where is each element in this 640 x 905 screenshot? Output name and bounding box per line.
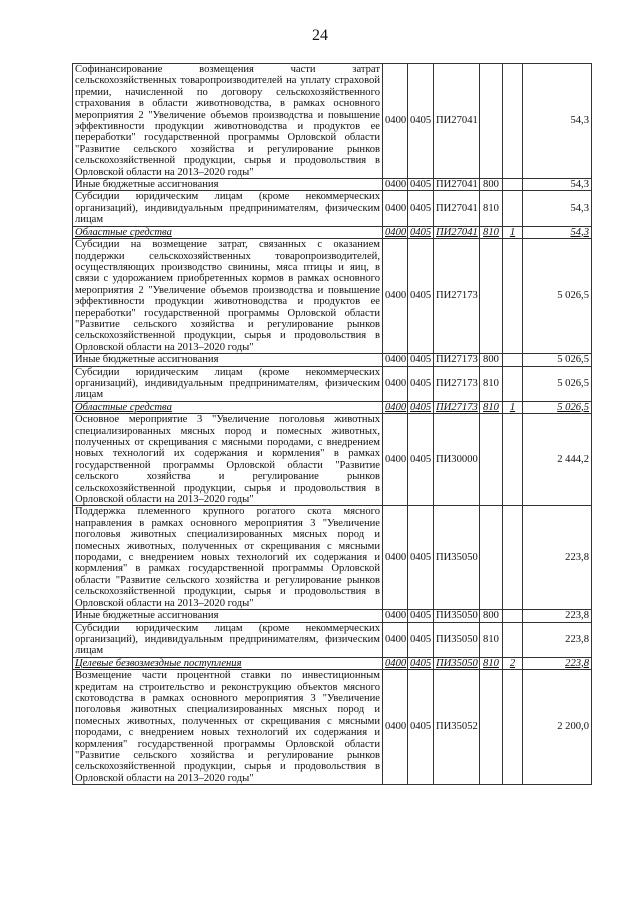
amount: 2 444,2: [523, 414, 592, 506]
target-article-code: ПИ27041: [434, 64, 480, 179]
funding-source-code: [503, 239, 523, 354]
row-description: Поддержка племенного крупного рогатого скота мясного направления в рамках основного мероприятия 3 "Увеличение поголовья животных специализированных мясных пород и помесных животных, полученных от скрещивания с мясными породами, с внедрением новых технологий их содержания и кормления" в рамках государственной программы Орловской области "Развитие сельского хозяйства и регулирование рынков сельскохозяйственной продукции, сырья и продовольствия в Орловской области на 2013–2020 годы": [73, 506, 383, 610]
target-article-code: ПИ27041: [434, 226, 480, 238]
subsection-code: 0405: [408, 610, 434, 622]
row-description: Субсидии на возмещение затрат, связанных с оказанием поддержки сельскохозяйственных товаропроизводителей, осуществляющих производство свинины, мяса птицы и яиц, в связи с удорожанием приобретенных кормов в рамках основного мероприятия 2 "Увеличение объемов производства и повышение эффективности продукции животноводства и продуктов ее переработки" государственной программы Орловской области "Развитие сельского хозяйства и регулирование рынков сельскохозяйственной продукции, сырья и продовольствия в Орловской области на 2013–2020 годы": [73, 239, 383, 354]
section-code: 0400: [383, 354, 408, 366]
subsection-code: 0405: [408, 401, 434, 413]
subsection-code: 0405: [408, 239, 434, 354]
expense-type-code: [480, 506, 503, 610]
row-description: Субсидии юридическим лицам (кроме некоммерческих организаций), индивидуальным предпринимателям, физическим лицам: [73, 622, 383, 657]
table-row: [73, 191, 592, 226]
table-row: [73, 622, 592, 657]
section-code: 0400: [383, 179, 408, 191]
row-description: Основное мероприятие 3 "Увеличение поголовья животных специализированных мясных пород и помесных животных, полученных от скрещивания с мясными породами, с внедрением новых технологий их содержания и кормления" в рамках государственной программы Орловской области "Развитие сельского хозяйства и регулирование рынков сельскохозяйственной продукции, сырья и продовольствия в Орловской области на 2013–2020 годы": [73, 414, 383, 506]
table-row: [73, 64, 592, 179]
target-article-code: ПИ27041: [434, 179, 480, 191]
funding-source-code: 1: [503, 226, 523, 238]
subsection-code: 0405: [408, 226, 434, 238]
row-description: Иные бюджетные ассигнования: [73, 610, 383, 622]
section-code: 0400: [383, 610, 408, 622]
row-description: Субсидии юридическим лицам (кроме некоммерческих организаций), индивидуальным предпринимателям, физическим лицам: [73, 191, 383, 226]
budget-table: [72, 63, 592, 785]
table-row: [73, 657, 592, 669]
table-row: [73, 414, 592, 506]
subsection-code: 0405: [408, 622, 434, 657]
table-row: [73, 226, 592, 238]
page-number: 24: [312, 27, 328, 44]
section-code: 0400: [383, 226, 408, 238]
target-article-code: ПИ35052: [434, 670, 480, 785]
subsection-code: 0405: [408, 657, 434, 669]
expense-type-code: 810: [480, 657, 503, 669]
subsection-code: 0405: [408, 506, 434, 610]
section-code: 0400: [383, 401, 408, 413]
section-code: 0400: [383, 366, 408, 401]
expense-type-code: [480, 414, 503, 506]
expense-type-code: 810: [480, 366, 503, 401]
funding-source-code: [503, 64, 523, 179]
funding-source-code: [503, 506, 523, 610]
expense-type-code: 800: [480, 354, 503, 366]
section-code: 0400: [383, 670, 408, 785]
funding-source-code: [503, 366, 523, 401]
table-row: [73, 610, 592, 622]
subsection-code: 0405: [408, 354, 434, 366]
section-code: 0400: [383, 191, 408, 226]
amount: 54,3: [523, 64, 592, 179]
target-article-code: ПИ27173: [434, 401, 480, 413]
funding-source-code: 1: [503, 401, 523, 413]
amount: 5 026,5: [523, 354, 592, 366]
section-code: 0400: [383, 622, 408, 657]
section-code: 0400: [383, 506, 408, 610]
expense-type-code: [480, 670, 503, 785]
expense-type-code: [480, 239, 503, 354]
target-article-code: ПИ27041: [434, 191, 480, 226]
expense-type-code: 800: [480, 179, 503, 191]
subsection-code: 0405: [408, 191, 434, 226]
table-row: [73, 239, 592, 354]
funding-source-code: 2: [503, 657, 523, 669]
table-row: [73, 401, 592, 413]
target-article-code: ПИ27173: [434, 239, 480, 354]
expense-type-code: 800: [480, 610, 503, 622]
row-description: Иные бюджетные ассигнования: [73, 179, 383, 191]
row-description: Софинансирование возмещения части затрат сельскохозяйственных товаропроизводителей на уплату страховой премии, начисленной по договору сельскохозяйственного страхования в области животноводства, в рамках основного мероприятия 2 "Увеличение объемов производства и повышение эффективности продукции животноводства и продуктов ее переработки" государственной программы Орловской области "Развитие сельского хозяйства и регулирование рынков сельскохозяйственной продукции, сырья и продовольствия в Орловской области на 2013–2020 годы": [73, 64, 383, 179]
section-code: 0400: [383, 414, 408, 506]
table-row: [73, 506, 592, 610]
table-row: [73, 179, 592, 191]
target-article-code: ПИ35050: [434, 506, 480, 610]
funding-source-code: [503, 354, 523, 366]
funding-source-code: [503, 179, 523, 191]
expense-type-code: 810: [480, 401, 503, 413]
row-description: Субсидии юридическим лицам (кроме некоммерческих организаций), индивидуальным предпринимателям, физическим лицам: [73, 366, 383, 401]
target-article-code: ПИ35050: [434, 657, 480, 669]
amount: 54,3: [523, 226, 592, 238]
funding-source-code: [503, 414, 523, 506]
subsection-code: 0405: [408, 366, 434, 401]
amount: 5 026,5: [523, 366, 592, 401]
target-article-code: ПИ35050: [434, 622, 480, 657]
table-row: [73, 366, 592, 401]
funding-source-code: [503, 670, 523, 785]
row-description: Возмещение части процентной ставки по инвестиционным кредитам на строительство и реконструкцию объектов мясного скотоводства в рамках основного мероприятия 3 "Увеличение поголовья животных специализированных мясных пород и помесных животных, полученных от скрещивания с мясными породами, с внедрением новых технологий их содержания и кормления" государственной программы Орловской области "Развитие сельского хозяйства и регулирование рынков сельскохозяйственной продукции, сырья и продовольствия в Орловской области на 2013–2020 годы": [73, 670, 383, 785]
funding-source-code: [503, 622, 523, 657]
section-code: 0400: [383, 64, 408, 179]
subsection-code: 0405: [408, 64, 434, 179]
funding-source-code: [503, 191, 523, 226]
subsection-code: 0405: [408, 179, 434, 191]
funding-source-code: [503, 610, 523, 622]
amount: 223,8: [523, 506, 592, 610]
amount: 223,8: [523, 610, 592, 622]
table-row: [73, 670, 592, 785]
amount: 5 026,5: [523, 239, 592, 354]
subsection-code: 0405: [408, 414, 434, 506]
row-description: Целевые безвозмездные поступления: [73, 657, 383, 669]
amount: 54,3: [523, 191, 592, 226]
target-article-code: ПИ27173: [434, 354, 480, 366]
amount: 223,8: [523, 657, 592, 669]
expense-type-code: 810: [480, 191, 503, 226]
section-code: 0400: [383, 239, 408, 354]
expense-type-code: 810: [480, 622, 503, 657]
amount: 54,3: [523, 179, 592, 191]
row-description: Иные бюджетные ассигнования: [73, 354, 383, 366]
table-row: [73, 354, 592, 366]
subsection-code: 0405: [408, 670, 434, 785]
section-code: 0400: [383, 657, 408, 669]
target-article-code: ПИ35050: [434, 610, 480, 622]
expense-type-code: 810: [480, 226, 503, 238]
amount: 223,8: [523, 622, 592, 657]
row-description: Областные средства: [73, 226, 383, 238]
row-description: Областные средства: [73, 401, 383, 413]
amount: 2 200,0: [523, 670, 592, 785]
expense-type-code: [480, 64, 503, 179]
target-article-code: ПИ30000: [434, 414, 480, 506]
amount: 5 026,5: [523, 401, 592, 413]
target-article-code: ПИ27173: [434, 366, 480, 401]
